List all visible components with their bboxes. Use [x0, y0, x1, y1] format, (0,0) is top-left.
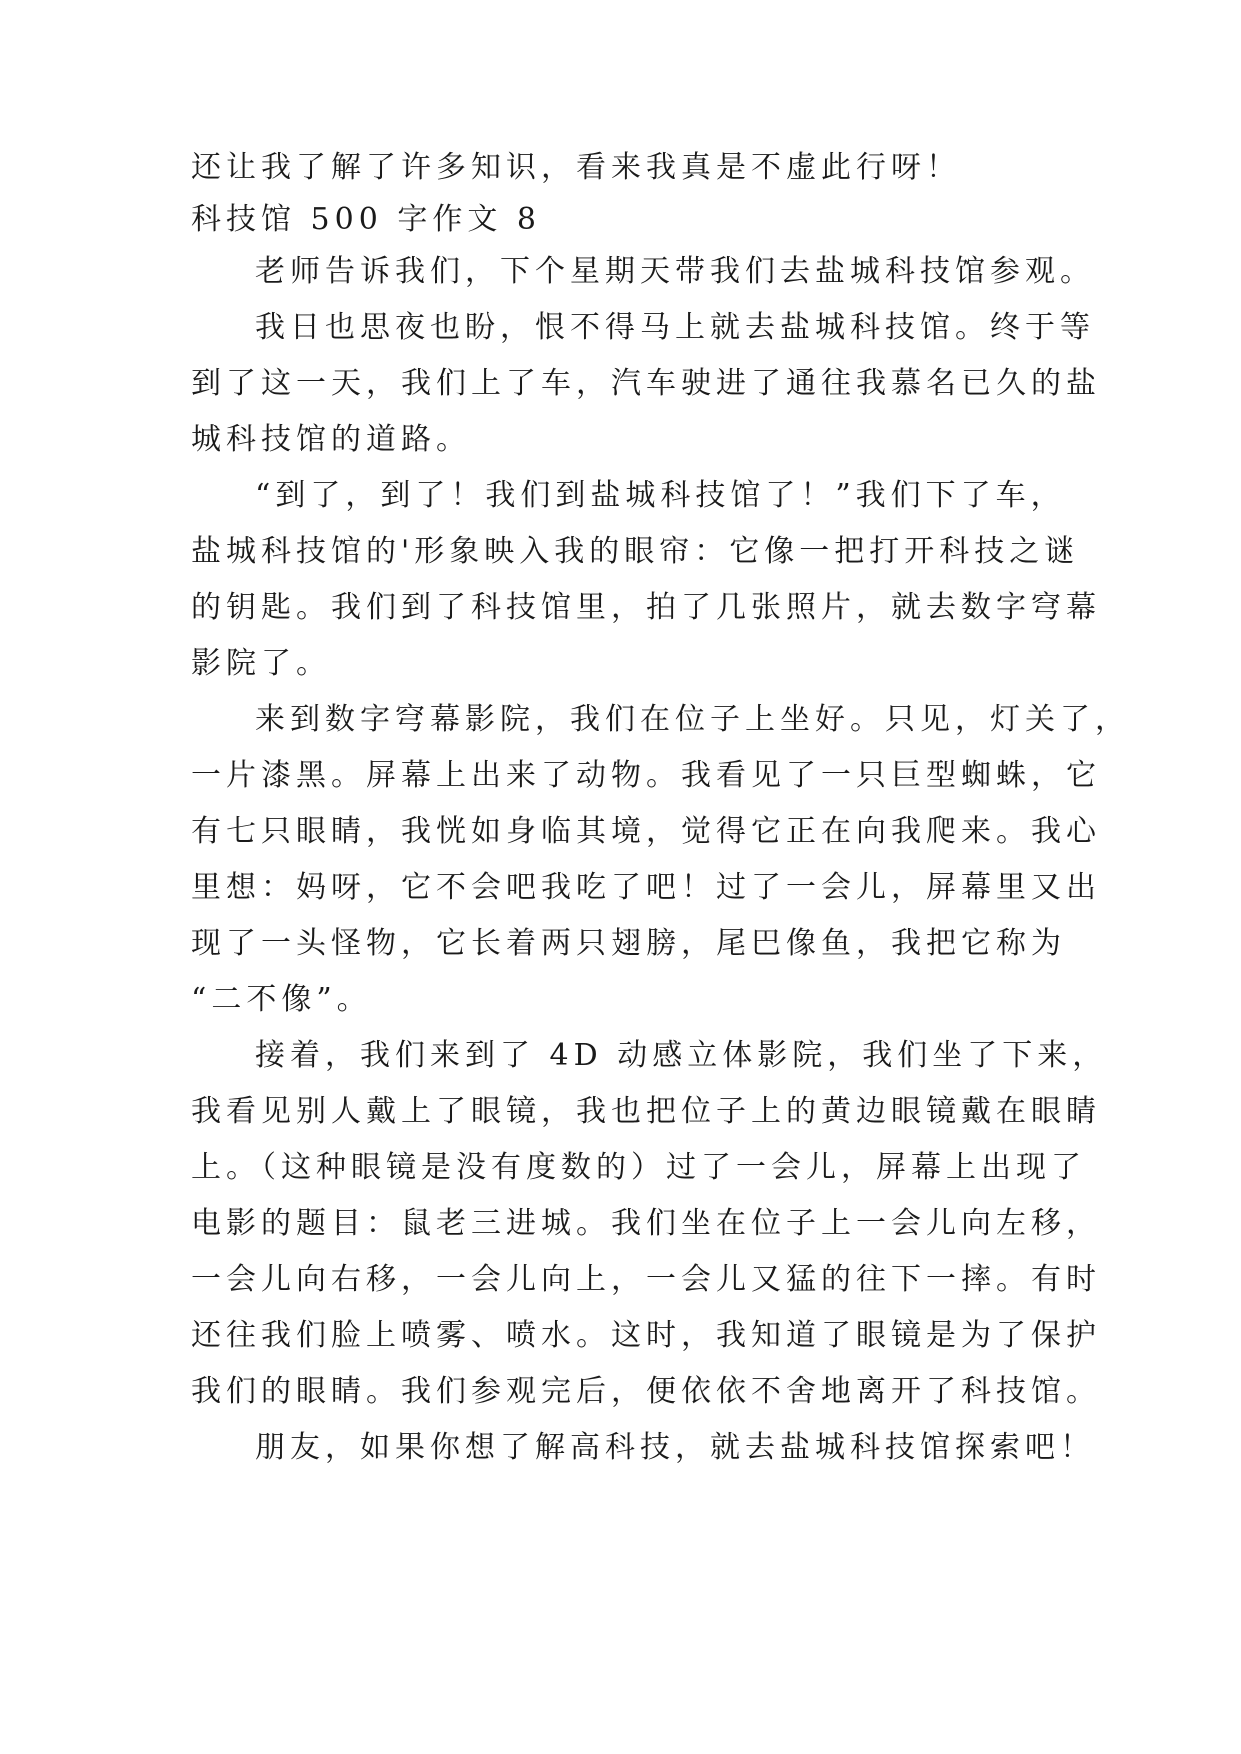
text-line: 我看见别人戴上了眼镜，我也把位子上的黄边眼镜戴在眼睛 [191, 1094, 1101, 1129]
text-line: 里想：妈呀，它不会吧我吃了吧！过了一会儿，屏幕里又出 [191, 870, 1101, 905]
text-line: “二不像”。 [191, 982, 372, 1017]
text-line: 一片漆黑。屏幕上出来了动物。我看见了一只巨型蜘蛛，它 [191, 758, 1101, 793]
text-line: 一会儿向右移，一会儿向上，一会儿又猛的往下一摔。有时 [191, 1262, 1101, 1297]
text-line: 还往我们脸上喷雾、喷水。这时，我知道了眼镜是为了保护 [191, 1318, 1101, 1353]
text-line: 接着，我们来到了 4D 动感立体影院，我们坐了下来， [255, 1038, 1108, 1073]
text-line: 朋友，如果你想了解高科技，就去盐城科技馆探索吧！ [255, 1430, 1095, 1465]
text-line: 我日也思夜也盼，恨不得马上就去盐城科技馆。终于等 [255, 310, 1095, 345]
text-line: 的钥匙。我们到了科技馆里，拍了几张照片，就去数字穹幕 [191, 590, 1101, 625]
text-line: 盐城科技馆的'形象映入我的眼帘：它像一把打开科技之谜 [191, 534, 1080, 569]
text-line: “到了，到了！我们到盐城科技馆了！”我们下了车， [255, 478, 1066, 513]
text-line: 到了这一天，我们上了车，汽车驶进了通往我慕名已久的盐 [191, 366, 1101, 401]
text-line: 电影的题目：鼠老三进城。我们坐在位子上一会儿向左移， [191, 1206, 1101, 1241]
text-line: 影院了。 [191, 646, 331, 681]
text-line: 有七只眼睛，我恍如身临其境，觉得它正在向我爬来。我心 [191, 814, 1101, 849]
text-line: 现了一头怪物，它长着两只翅膀，尾巴像鱼，我把它称为 [191, 926, 1066, 961]
text-line: 城科技馆的道路。 [191, 422, 471, 457]
text-line: 我们的眼睛。我们参观完后，便依依不舍地离开了科技馆。 [191, 1374, 1101, 1409]
essay-title: 科技馆 500 字作文 8 [191, 202, 541, 237]
text-line: 老师告诉我们，下个星期天带我们去盐城科技馆参观。 [255, 254, 1095, 289]
text-line: 上。（这种眼镜是没有度数的）过了一会儿，屏幕上出现了 [191, 1150, 1086, 1185]
text-line: 来到数字穹幕影院，我们在位子上坐好。只见，灯关了， [255, 702, 1130, 737]
text-line: 还让我了解了许多知识，看来我真是不虚此行呀！ [191, 150, 961, 185]
